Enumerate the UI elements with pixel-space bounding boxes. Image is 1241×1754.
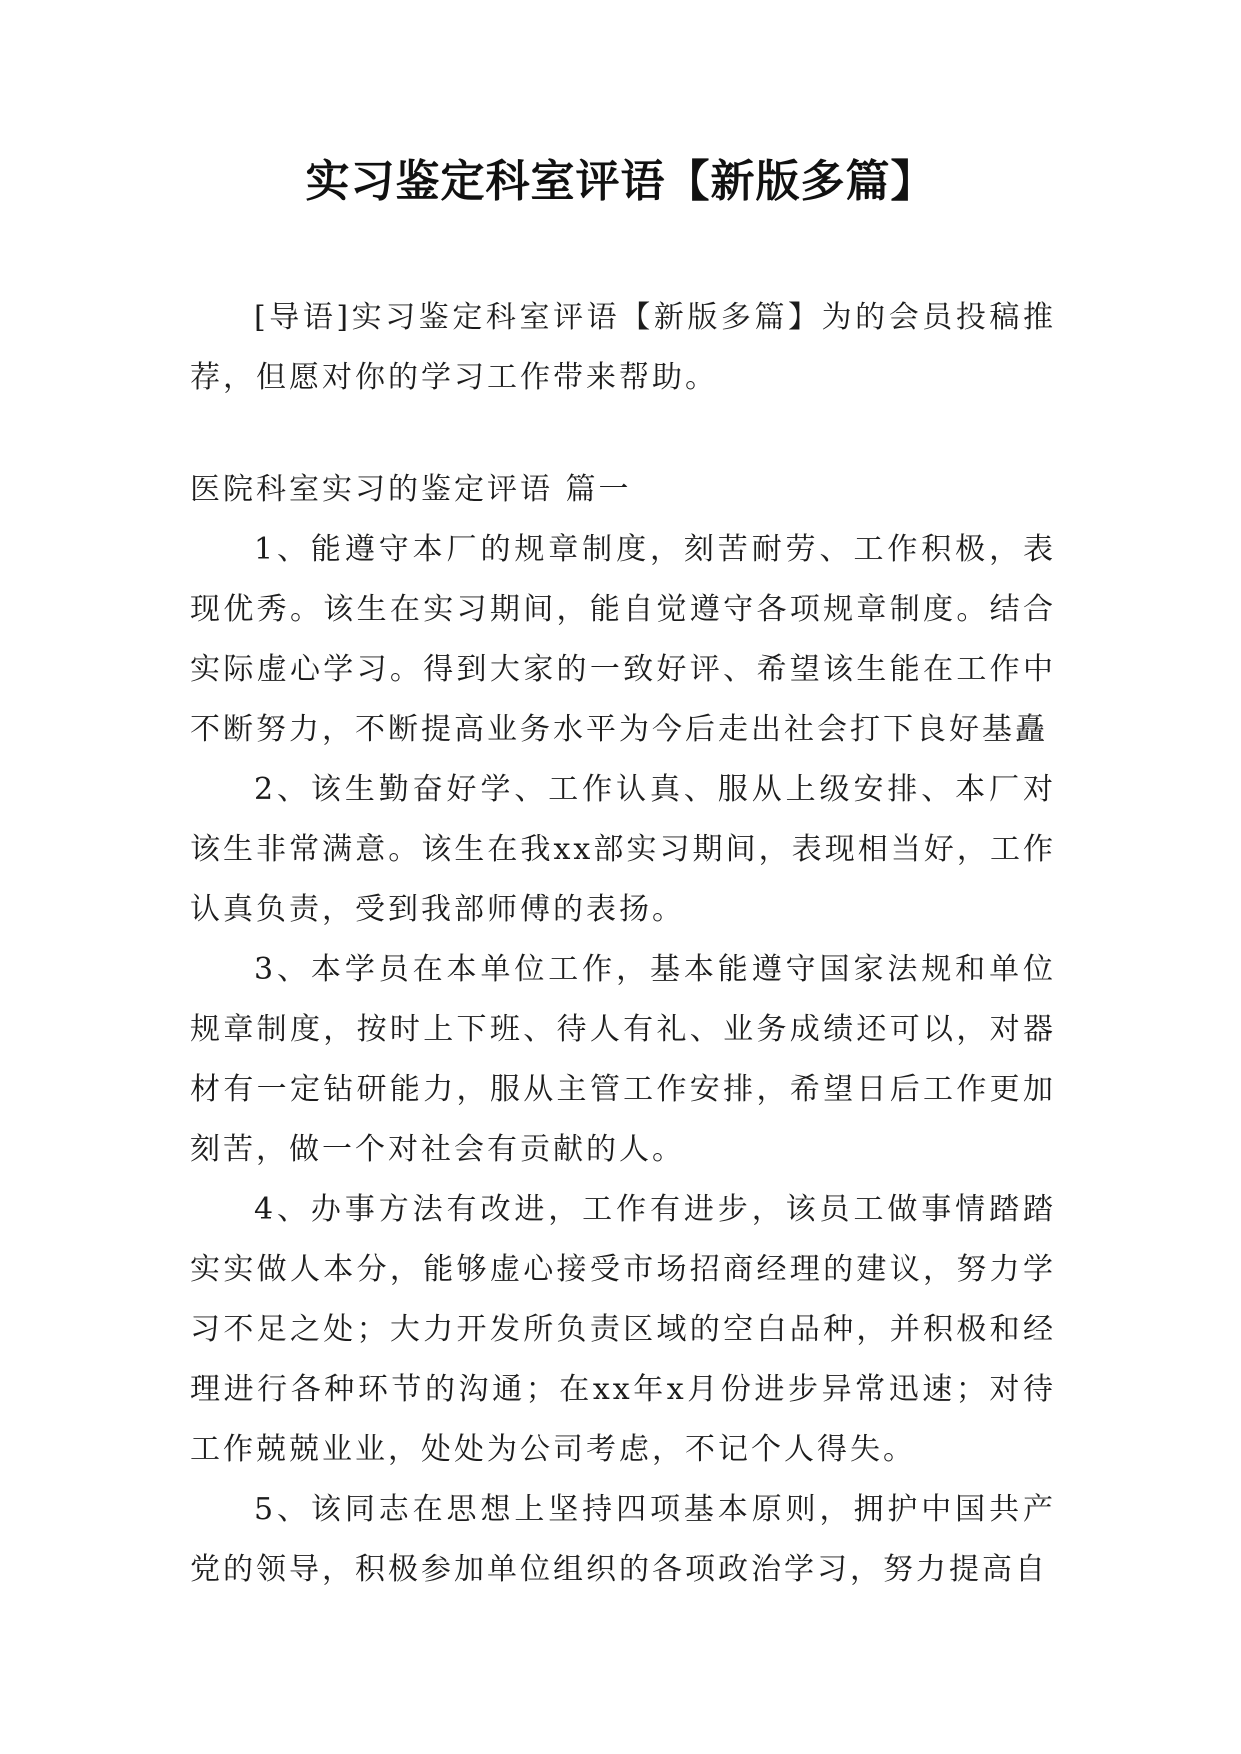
paragraph-2: 2、该生勤奋好学、工作认真、服从上级安排、本厂对该生非常满意。该生在我xx部实习期间，表现相当好，工作认真负责，受到我部师傅的表扬。 (190, 772, 1056, 927)
intro-paragraph: [导语]实习鉴定科室评语【新版多篇】为的会员投稿推荐，但愿对你的学习工作带来帮助。 (190, 300, 1056, 395)
paragraph-5: 5、该同志在思想上坚持四项基本原则，拥护中国共产党的领导，积极参加单位组织的各项政治学习，努力提高自 (190, 1492, 1056, 1587)
paragraph-4: 4、办事方法有改进，工作有进步，该员工做事情踏踏实实做人本分，能够虚心接受市场招商经理的建议，努力学习不足之处；大力开发所负责区域的空白品种，并积极和经理进行各种环节的沟通；在xx年x月份进步异常迅速；对待工作兢兢业业，处处为公司考虑，不记个人得失。 (190, 1192, 1056, 1467)
paragraph-1: 1、能遵守本厂的规章制度，刻苦耐劳、工作积极，表现优秀。该生在实习期间，能自觉遵守各项规章制度。结合实际虚心学习。得到大家的一致好评、希望该生能在工作中不断努力，不断提高业务水平为今后走出社会打下良好基矗 (190, 532, 1056, 747)
section-heading: 医院科室实习的鉴定评语 篇一 (190, 472, 632, 507)
paragraph-3: 3、本学员在本单位工作，基本能遵守国家法规和单位规章制度，按时上下班、待人有礼、业务成绩还可以，对器材有一定钻研能力，服从主管工作安排，希望日后工作更加刻苦，做一个对社会有贡献的人。 (190, 952, 1056, 1167)
document-title: 实习鉴定科室评语【新版多篇】 (305, 156, 936, 207)
